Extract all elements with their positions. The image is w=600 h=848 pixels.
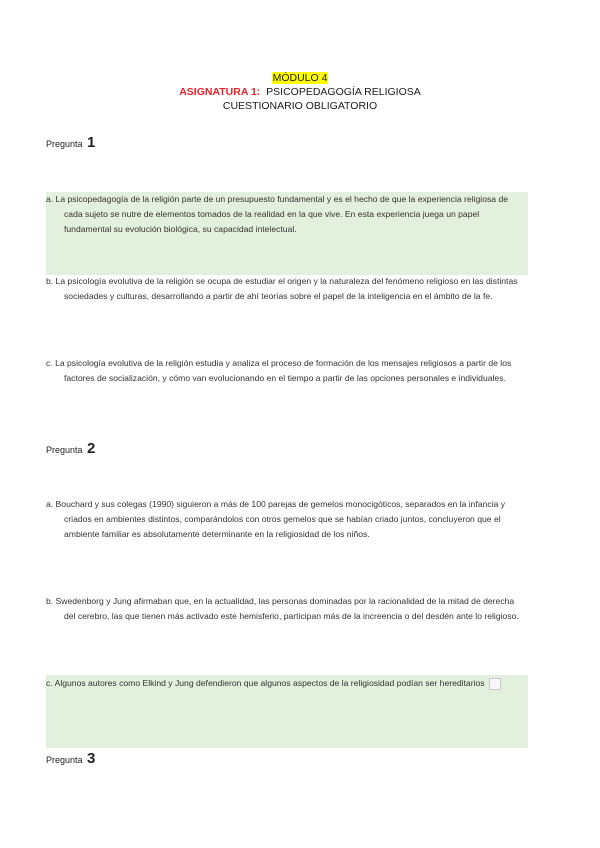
question-number: 1 <box>87 134 96 151</box>
questionnaire-title: CUESTIONARIO OBLIGATORIO <box>222 100 378 112</box>
subject-separator: : <box>256 86 261 98</box>
question-number: 2 <box>87 440 96 457</box>
question-1-option-b[interactable]: b. La psicología evolutiva de la religión se ocupa de estudiar el origen y la naturaleza del fenómeno religioso en las distintas sociedades y culturas, desarrollando a partir de ahí teorías sobre el papel de la inteligencia en el ámbito de la fe. <box>46 276 518 302</box>
subject-label: ASIGNATURA 1 <box>179 86 257 98</box>
question-3-heading <box>46 750 95 767</box>
question-1-option-c[interactable]: c. La psicología evolutiva de la religión estudia y analiza el proceso de formación de los mensajes religiosos a partir de los factores de socialización, y cómo van evolucionando en el tiempo a partir de las opciones personales e individuales. <box>46 358 512 384</box>
document-header <box>0 71 600 113</box>
question-label: Pregunta <box>46 445 83 455</box>
answer-checkbox[interactable] <box>489 678 501 690</box>
question-2-option-c[interactable] <box>46 676 528 691</box>
question-1-option-a[interactable]: a. La psicopedagogía de la religión parte de un presupuesto fundamental y es el hecho de que la experiencia religiosa de cada sujeto se nutre de elementos tomados de la realidad en la que vive. En esta experiencia juega un papel fundamental su evolución biológica, su capacidad intelectual. <box>46 194 508 235</box>
question-number: 3 <box>87 750 96 767</box>
question-label: Pregunta <box>46 755 83 765</box>
subject-name: PSICOPEDAGOGÍA RELIGIOSA <box>266 86 421 98</box>
question-2-option-b[interactable]: b. Swedenborg y Jung afirmaban que, en la actualidad, las personas dominadas por la racionalidad de la mitad de derecha del cerebro, las que tienen más activado este hemisferio, participan más de la increencia o del desdén ante lo religioso. <box>46 596 519 622</box>
question-2-heading <box>46 440 95 457</box>
question-1-heading <box>46 134 95 151</box>
module-title: MÓDULO 4 <box>272 72 328 84</box>
question-2-option-a[interactable]: a. Bouchard y sus colegas (1990) siguieron a más de 100 parejas de gemelos monocigóticos, separados en la infancia y criados en ambientes distintos, comparándolos con otros gemelos que se habían criado juntos, concluyeron que el ambiente familiar es absolutamente determinante en la religiosidad de los niños. <box>46 499 506 540</box>
question-label: Pregunta <box>46 139 83 149</box>
option-text: c. Algunos autores como Elkind y Jung defendieron que algunos aspectos de la religiosidad podían ser hereditarios <box>46 678 485 688</box>
